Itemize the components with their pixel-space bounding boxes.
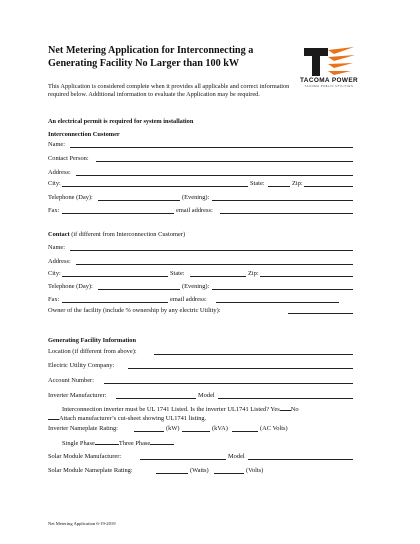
contact-address-row	[48, 257, 353, 266]
contact-email-field[interactable]	[216, 302, 339, 303]
contact-heading-note: (if different from Interconnection Customer)	[71, 231, 186, 238]
watts-unit: (Watts)	[190, 467, 209, 474]
contact-fax-label: Fax:	[48, 296, 60, 303]
title-line-1: Net Metering Application for Interconnecting a	[48, 45, 254, 56]
contact-owner-row	[48, 306, 353, 315]
customer-fax-field[interactable]	[62, 213, 174, 214]
ul-no-label: No	[290, 406, 299, 413]
logo-tagline: TACOMA PUBLIC UTILITIES	[304, 85, 354, 88]
title-line-2: Generating Facility No Larger than 100 kW	[48, 58, 240, 69]
intro-paragraph: This Application is considered complete when it provides all applicable and correct information required below. Additional information to evaluate the Application may be required.	[48, 83, 290, 99]
customer-name-row	[48, 140, 353, 149]
single-phase-field[interactable]	[95, 438, 119, 445]
contact-fax-row	[48, 295, 353, 304]
volts-unit: (Volts)	[246, 467, 264, 474]
contact-section-heading	[48, 231, 185, 238]
generating-section-heading: Generating Facility Information	[48, 337, 137, 344]
nameplate-ac-volts-field[interactable]	[232, 431, 258, 432]
contact-state-label: State:	[170, 270, 185, 277]
utility-company-row	[48, 361, 353, 370]
contact-state-field[interactable]	[190, 276, 246, 277]
customer-address-field[interactable]	[76, 175, 353, 176]
customer-phone-evening-field[interactable]	[212, 200, 353, 201]
ul-attach-text: Attach manufacturer’s cut-sheet showing UL1741 listing.	[59, 415, 207, 422]
inverter-manufacturer-label: Inverter Manufacturer:	[48, 392, 107, 399]
location-row	[48, 347, 353, 356]
customer-email-label: email address:	[176, 207, 213, 214]
contact-city-row	[48, 269, 353, 278]
module-manufacturer-row	[48, 452, 353, 461]
three-phase-field[interactable]	[150, 438, 174, 445]
customer-state-label: State:	[250, 180, 265, 187]
phase-row	[62, 438, 174, 448]
customer-section-heading: Interconnection Customer	[48, 131, 120, 138]
customer-address-label: Address:	[48, 169, 71, 176]
contact-owner-label: Owner of the facility (include % ownership by any electric Utility):	[48, 307, 221, 314]
customer-name-field[interactable]	[70, 147, 353, 148]
kw-unit: (kW)	[166, 425, 180, 432]
contact-name-label: Name:	[48, 244, 66, 251]
module-manufacturer-label: Solar Module Manufacturer:	[48, 453, 122, 460]
account-number-label: Account Number:	[48, 377, 94, 384]
contact-evening-label: (Evening):	[182, 283, 210, 290]
nameplate-rating-label: Inverter Nameplate Rating:	[48, 425, 118, 432]
location-label: Location (if different from above):	[48, 348, 137, 355]
customer-contact-field[interactable]	[96, 161, 353, 162]
account-number-row	[48, 376, 353, 385]
customer-evening-label: (Evening):	[182, 194, 210, 201]
inverter-model-label: Model	[198, 392, 215, 399]
module-watts-field[interactable]	[156, 473, 188, 474]
module-model-label: Model	[228, 453, 245, 460]
contact-name-row	[48, 243, 353, 252]
module-rating-label: Solar Module Nameplate Rating:	[48, 467, 133, 474]
utility-company-label: Electric Utility Company:	[48, 362, 115, 369]
contact-city-field[interactable]	[62, 276, 168, 277]
document-title	[48, 44, 298, 70]
customer-contact-label: Contact Person:	[48, 155, 89, 162]
customer-name-label: Name:	[48, 141, 66, 148]
ul-yes-field[interactable]	[280, 404, 291, 411]
logo-name: TACOMA POWER	[299, 77, 359, 84]
customer-fax-label: Fax:	[48, 207, 60, 214]
ul-attach-line	[48, 413, 206, 423]
contact-address-label: Address:	[48, 258, 71, 265]
customer-phone-label: Telephone (Day):	[48, 194, 93, 201]
customer-city-label: City:	[48, 180, 61, 187]
contact-phone-row	[48, 282, 353, 291]
nameplate-kw-field[interactable]	[134, 431, 164, 432]
customer-zip-label: Zip:	[292, 180, 303, 187]
ul-no-field[interactable]	[48, 413, 59, 420]
inverter-manufacturer-field[interactable]	[116, 398, 196, 399]
customer-phone-row	[48, 193, 353, 202]
permit-notice: An electrical permit is required for system installation	[48, 118, 194, 125]
account-number-field[interactable]	[104, 383, 353, 384]
contact-email-label: email address:	[170, 296, 207, 303]
utility-company-field[interactable]	[128, 368, 353, 369]
customer-email-field[interactable]	[220, 213, 353, 214]
location-field[interactable]	[154, 354, 353, 355]
customer-zip-field[interactable]	[304, 186, 353, 187]
ul-question-text: Interconnection inverter must be UL 1741 Listed. Is the inverter UL1741 Listed? Yes	[62, 406, 280, 413]
kva-unit: (kVA)	[212, 425, 228, 432]
contact-fax-field[interactable]	[62, 302, 168, 303]
inverter-manufacturer-row	[48, 391, 353, 400]
module-volts-field[interactable]	[214, 473, 244, 474]
contact-zip-field[interactable]	[260, 276, 353, 277]
customer-contact-row	[48, 154, 353, 163]
contact-phone-day-field[interactable]	[98, 289, 180, 290]
nameplate-rating-row	[48, 424, 353, 433]
module-model-field[interactable]	[248, 459, 353, 460]
ac-volts-unit: (AC Volts)	[260, 425, 288, 432]
contact-zip-label: Zip:	[248, 270, 259, 277]
customer-phone-day-field[interactable]	[98, 200, 180, 201]
single-phase-label: Single Phase	[62, 440, 95, 447]
customer-fax-row	[48, 206, 353, 215]
contact-phone-evening-field[interactable]	[212, 289, 353, 290]
contact-name-field[interactable]	[70, 250, 353, 251]
three-phase-label: Three Phase	[118, 440, 151, 447]
inverter-model-field[interactable]	[218, 398, 353, 399]
customer-state-field[interactable]	[268, 186, 290, 187]
module-manufacturer-field[interactable]	[140, 459, 226, 460]
contact-city-label: City:	[48, 270, 61, 277]
contact-owner-field[interactable]	[288, 313, 353, 314]
contact-address-field[interactable]	[76, 264, 353, 265]
nameplate-kva-field[interactable]	[182, 431, 210, 432]
customer-city-field[interactable]	[62, 186, 248, 187]
contact-heading: Contact	[48, 231, 70, 238]
footer-text: Net Metering Application 6-19-2019	[48, 521, 116, 526]
customer-address-row	[48, 168, 353, 177]
customer-city-row	[48, 179, 353, 188]
contact-phone-label: Telephone (Day):	[48, 283, 93, 290]
module-rating-row	[48, 466, 353, 475]
